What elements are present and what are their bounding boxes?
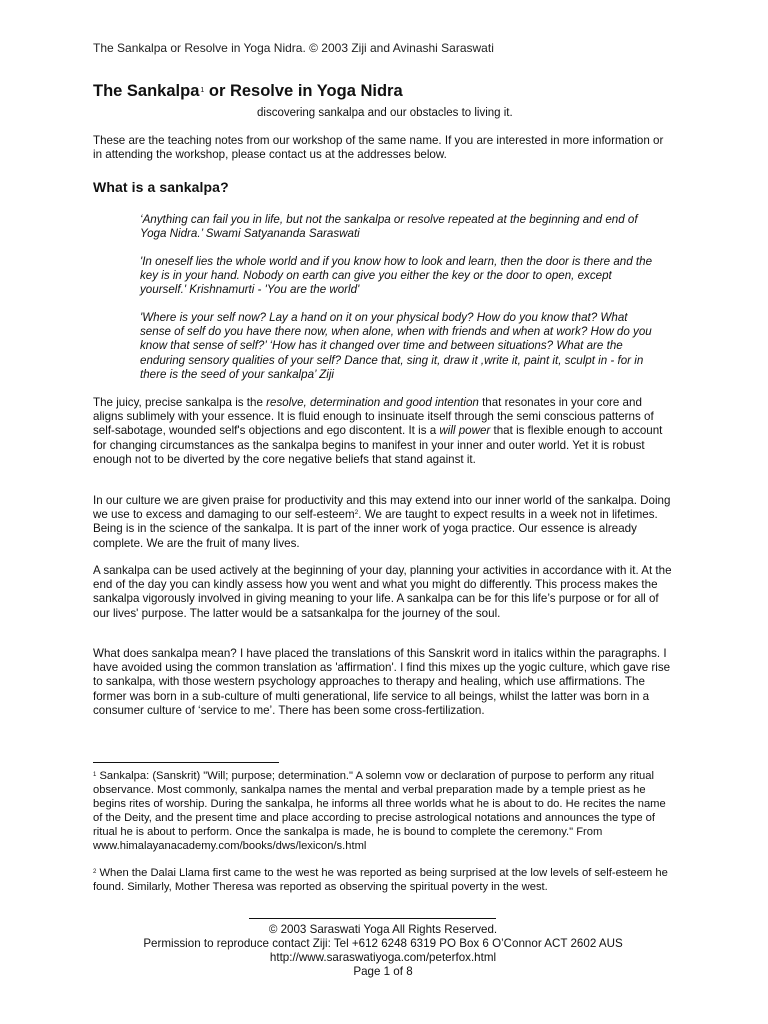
title-main: The Sankalpa [93, 82, 200, 100]
intro-paragraph: These are the teaching notes from our workshop of the same name. If you are interested in more information or in attending the workshop, please contact us at the addresses below. [93, 134, 664, 162]
title-rest: or Resolve in Yoga Nidra [204, 82, 403, 100]
footer-copyright: © 2003 Saraswati Yoga All Rights Reserved. [268, 923, 498, 936]
quote-satyananda: ‘Anything can fail you in life, but not the sankalpa or resolve repeated at the beginning and end of Yoga Nidra.’ Swami Satyananda Saraswati [140, 213, 638, 241]
running-header: The Sankalpa or Resolve in Yoga Nidra. © 2003 Ziji and Avinashi Saraswati [93, 41, 494, 55]
para1-text-c: that resonates in your core and aligns sublimely with your essence. It is fluid enough to insinuate itself through the semi conscious patterns of self-sabotage, wounded self's objections and ego discontent. It is a [93, 396, 654, 438]
paragraph-active-use: A sankalpa can be used actively at the beginning of your day, planning your activities in accordance with it. At the end of the day you can kindly assess how you went and what you might do differently. This process makes the sankalpa vigorously involved in giving meaning to your life. A sankalpa can be for this life’s purpose or for all of our lives' purpose. The latter would be a satsankalpa for the journey of the soul. [93, 564, 672, 620]
para2-text-b: . We are taught to expect results in a week not in lifetimes. Being is in the science of the sankalpa. It is part of the inner work of yoga practice. Our essence is already complete. We are the fruit of many lives. [93, 508, 658, 550]
paragraph-juicy-sankalpa [93, 396, 673, 467]
document-title [93, 82, 403, 101]
footnote-2-text: When the Dalai Llama first came to the west he was reported as being surprised at the low levels of self-esteem he found. Similarly, Mother Theresa was reported as observing the spiritual poverty in the west. [93, 867, 668, 893]
para1-text-a: The juicy, precise sankalpa is the [93, 396, 267, 409]
paragraph-meaning: What does sankalpa mean? I have placed the translations of this Sanskrit word in italics within the paragraphs. I have avoided using the common translation as 'affirmation'. I find this mixes up the yogic culture, which gave rise to sankalpa, with those western psychology approaches to therapy and healing, which use affirmations. The former was born in a sub-culture of multi generational, life service to all beings, whilst the latter was born in a consumer culture of ‘service to me’. There has been some cross-fertilization. [93, 647, 671, 717]
quote-ziji: 'Where is your self now? Lay a hand on it on your physical body? How do you know that? What sense of self do you have there now, when alone, when with friends and when at work? How do you know that sense of self?’ ‘How has it changed over time and between situations? What are the enduring sensory qualities of your self? Dance that, sing it, draw it ,write it, paint it, sculpt in - for in there is the seed of your sankalpa’ Ziji [140, 311, 652, 381]
document-subtitle: discovering sankalpa and our obstacles to living it. [257, 107, 513, 119]
page-number: Page 1 of 8 [353, 965, 413, 978]
footnote-1-text: Sankalpa: (Sanskrit) "Will; purpose; determination." A solemn vow or declaration of purpose to perform any ritual observance. Most commonly, sankalpa names the mental and verbal preparation made by a temple priest as he begins rites of worship. During the sankalpa, he informs all three worlds what he is about to do. He recites the name of the Deity, and the present time and place according to precise astrological notations and announces the type of ritual he is about to perform. Once the sankalpa is made, he is bound to complete the ceremony." From www.himalayanacademy.com/books/dws/lexicon/s.html [93, 770, 666, 852]
footnote-1 [93, 770, 673, 853]
footnote-marker-2[interactable]: 2 [354, 509, 359, 517]
para1-italic-b: resolve, determination and good intention [266, 396, 479, 409]
footnote-marker-1[interactable]: 1 [200, 87, 205, 94]
section-heading: What is a sankalpa? [93, 179, 229, 195]
para1-text-e: that is flexible enough to account for changing circumstances as the sankalpa begins to manifest in your inner and outer world. Yet it is robust enough not to be diverted by the core negative beliefs that stand against it. [93, 424, 663, 466]
quote-krishnamurti: 'In oneself lies the whole world and if you know how to look and learn, then the door is there and the key is in your hand. Nobody on earth can give you either the key or the door to open, except yourself.' Krishnamurti - 'You are the world' [140, 255, 653, 297]
para2-text-a: In our culture we are given praise for productivity and this may extend into our inner world of the sankalpa. Doing we use to excess and damaging to our self-esteem [93, 494, 671, 522]
footnote-divider [93, 762, 279, 763]
footer-divider [249, 918, 496, 919]
footnote-1-marker: 1 [93, 772, 97, 778]
footer-url[interactable] [93, 951, 673, 964]
footnote-2-marker: 2 [93, 869, 97, 875]
footer-url-link[interactable]: http://www.saraswatiyoga.com/peterfox.html [269, 951, 497, 964]
footnote-2 [93, 867, 673, 895]
footer-permission: Permission to reproduce contact Ziji: Tel +612 6248 6319 PO Box 6 O’Connor ACT 2602 AUS [143, 937, 623, 950]
para1-italic-d: will power [439, 424, 491, 438]
paragraph-our-culture [93, 494, 673, 551]
